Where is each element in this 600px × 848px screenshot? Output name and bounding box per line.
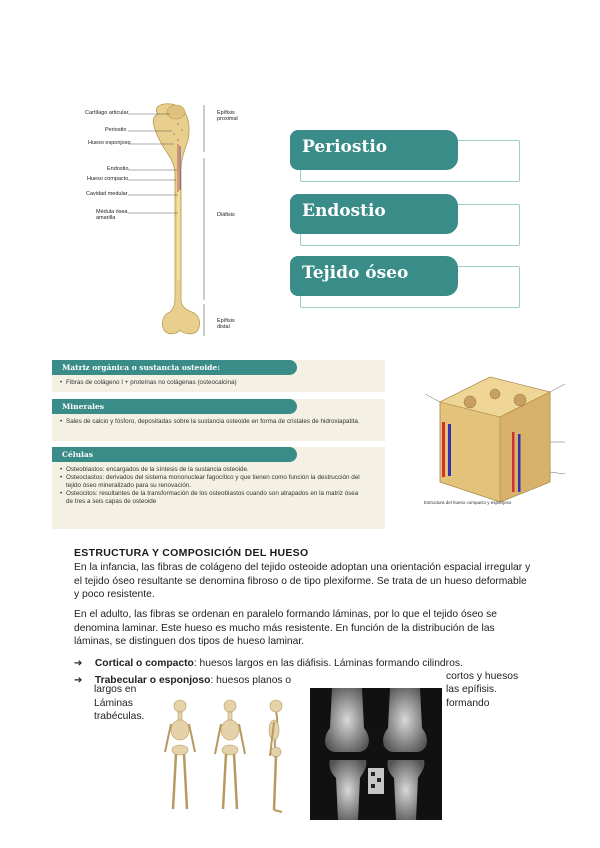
femur-label-cartilago: Cartílago articular [85, 110, 129, 116]
bullet-trabecular-right3: formando [446, 698, 490, 709]
bullet-cortical: ➔ Cortical o compacto: huesos largos en las diáfisis. Láminas formando cilindros. [74, 658, 463, 669]
skeletons-illustration [158, 694, 298, 818]
bone-block-caption: Estructura del hueso compacto y esponjoso [424, 500, 512, 505]
bullet-trabecular-line2: largos en [94, 684, 137, 695]
bullet-trabecular-right1: cortos y huesos [446, 671, 519, 682]
femur-label-esponjoso: Hueso esponjoso [88, 140, 131, 146]
paragraph-adulto: En el adulto, las fibras se ordenan en paralelo formando láminas, por lo que el tejido óseo se denomina laminar. Este hueso es mucho más resistente. En función de la distribución de las láminas, se distinguen dos tipos de hueso laminar. [74, 609, 498, 647]
bullet-trabecular: ➔ Trabecular o esponjoso: huesos planos o [74, 675, 292, 686]
panel-celulas: Células • Osteoblastos: encargados de la síntesis de la sustancia osteoide. • Osteoclastos: derivados del sistema mononuclear fagocítico y que tienen como función la destrucción del tejido óseo mineralizado para su renovación. • Osteocitos: resultantes de la transformación de los osteoblastos cuando son atrapados en la matriz ósea de tres a seis capas de osteoide [52, 447, 385, 529]
panel-minerales: Minerales • Sales de calcio y fósforo, depositadas sobre la sustancia osteoide en forma de cristales de hidroxiapatita. [52, 399, 385, 441]
femur-epifisis-distal: Epífisis distal [217, 318, 235, 330]
paragraph-infancia: En la infancia, las fibras de colágeno del tejido osteoide adoptan una orientación espacial irregular y el tejido óseo resultante se denomina fibroso o de tipo plexiforme. Se trata de un hueso deformable y poco resistente. [74, 562, 531, 600]
femur-epifisis-proximal: Epífisis proximal [217, 110, 238, 122]
list-item: • Osteoblastos: encargados de la síntesis de la sustancia osteoide. [60, 466, 360, 474]
list-item: • Fibras de colágeno I + proteínas no colágenas (osteocalcina) [60, 379, 360, 387]
box-periostio: Periostio [290, 130, 520, 182]
list-item: • Osteocitos: resultantes de la transformación de los osteoblastos cuando son atrapados en la matriz ósea de tres a seis capas de osteoide [60, 490, 360, 506]
bullet-trabecular-right2: las epífisis. [446, 684, 497, 695]
femur-diafisis: Diáfisis [217, 212, 235, 218]
bullet-trabecular-line3: Láminas [94, 698, 133, 709]
box-tejido-oseo: Tejido óseo [290, 256, 520, 308]
bone-block-illustration [420, 362, 570, 510]
femur-label-medula: Médula ósea amarilla [96, 209, 128, 221]
list-item: • Osteoclastos: derivados del sistema mononuclear fagocítico y que tienen como función la destrucción del tejido óseo mineralizado para su renovación. [60, 474, 360, 490]
panel-matriz: Matriz orgánica o sustancia osteoide: • Fibras de colágeno I + proteínas no colágenas (osteocalcina) [52, 360, 385, 392]
femur-label-endostio: Endostio [107, 166, 129, 172]
femur-label-cavidad: Cavidad medular [86, 191, 128, 197]
knee-xray-image [310, 688, 442, 820]
section-heading: ESTRUCTURA Y COMPOSICIÓN DEL HUESO [74, 547, 309, 559]
femur-label-periostio: Periostio [105, 127, 127, 133]
arrow-icon: ➔ [74, 675, 83, 686]
femur-label-compacto: Hueso compacto [87, 176, 129, 182]
bullet-trabecular-line4: trabéculas. [94, 711, 145, 722]
xray-graphic [310, 688, 442, 820]
arrow-icon: ➔ [74, 658, 83, 669]
list-item: • Sales de calcio y fósforo, depositadas sobre la sustancia osteoide en forma de cristales de hidroxiapatita. [60, 418, 360, 426]
box-endostio: Endostio [290, 194, 520, 246]
